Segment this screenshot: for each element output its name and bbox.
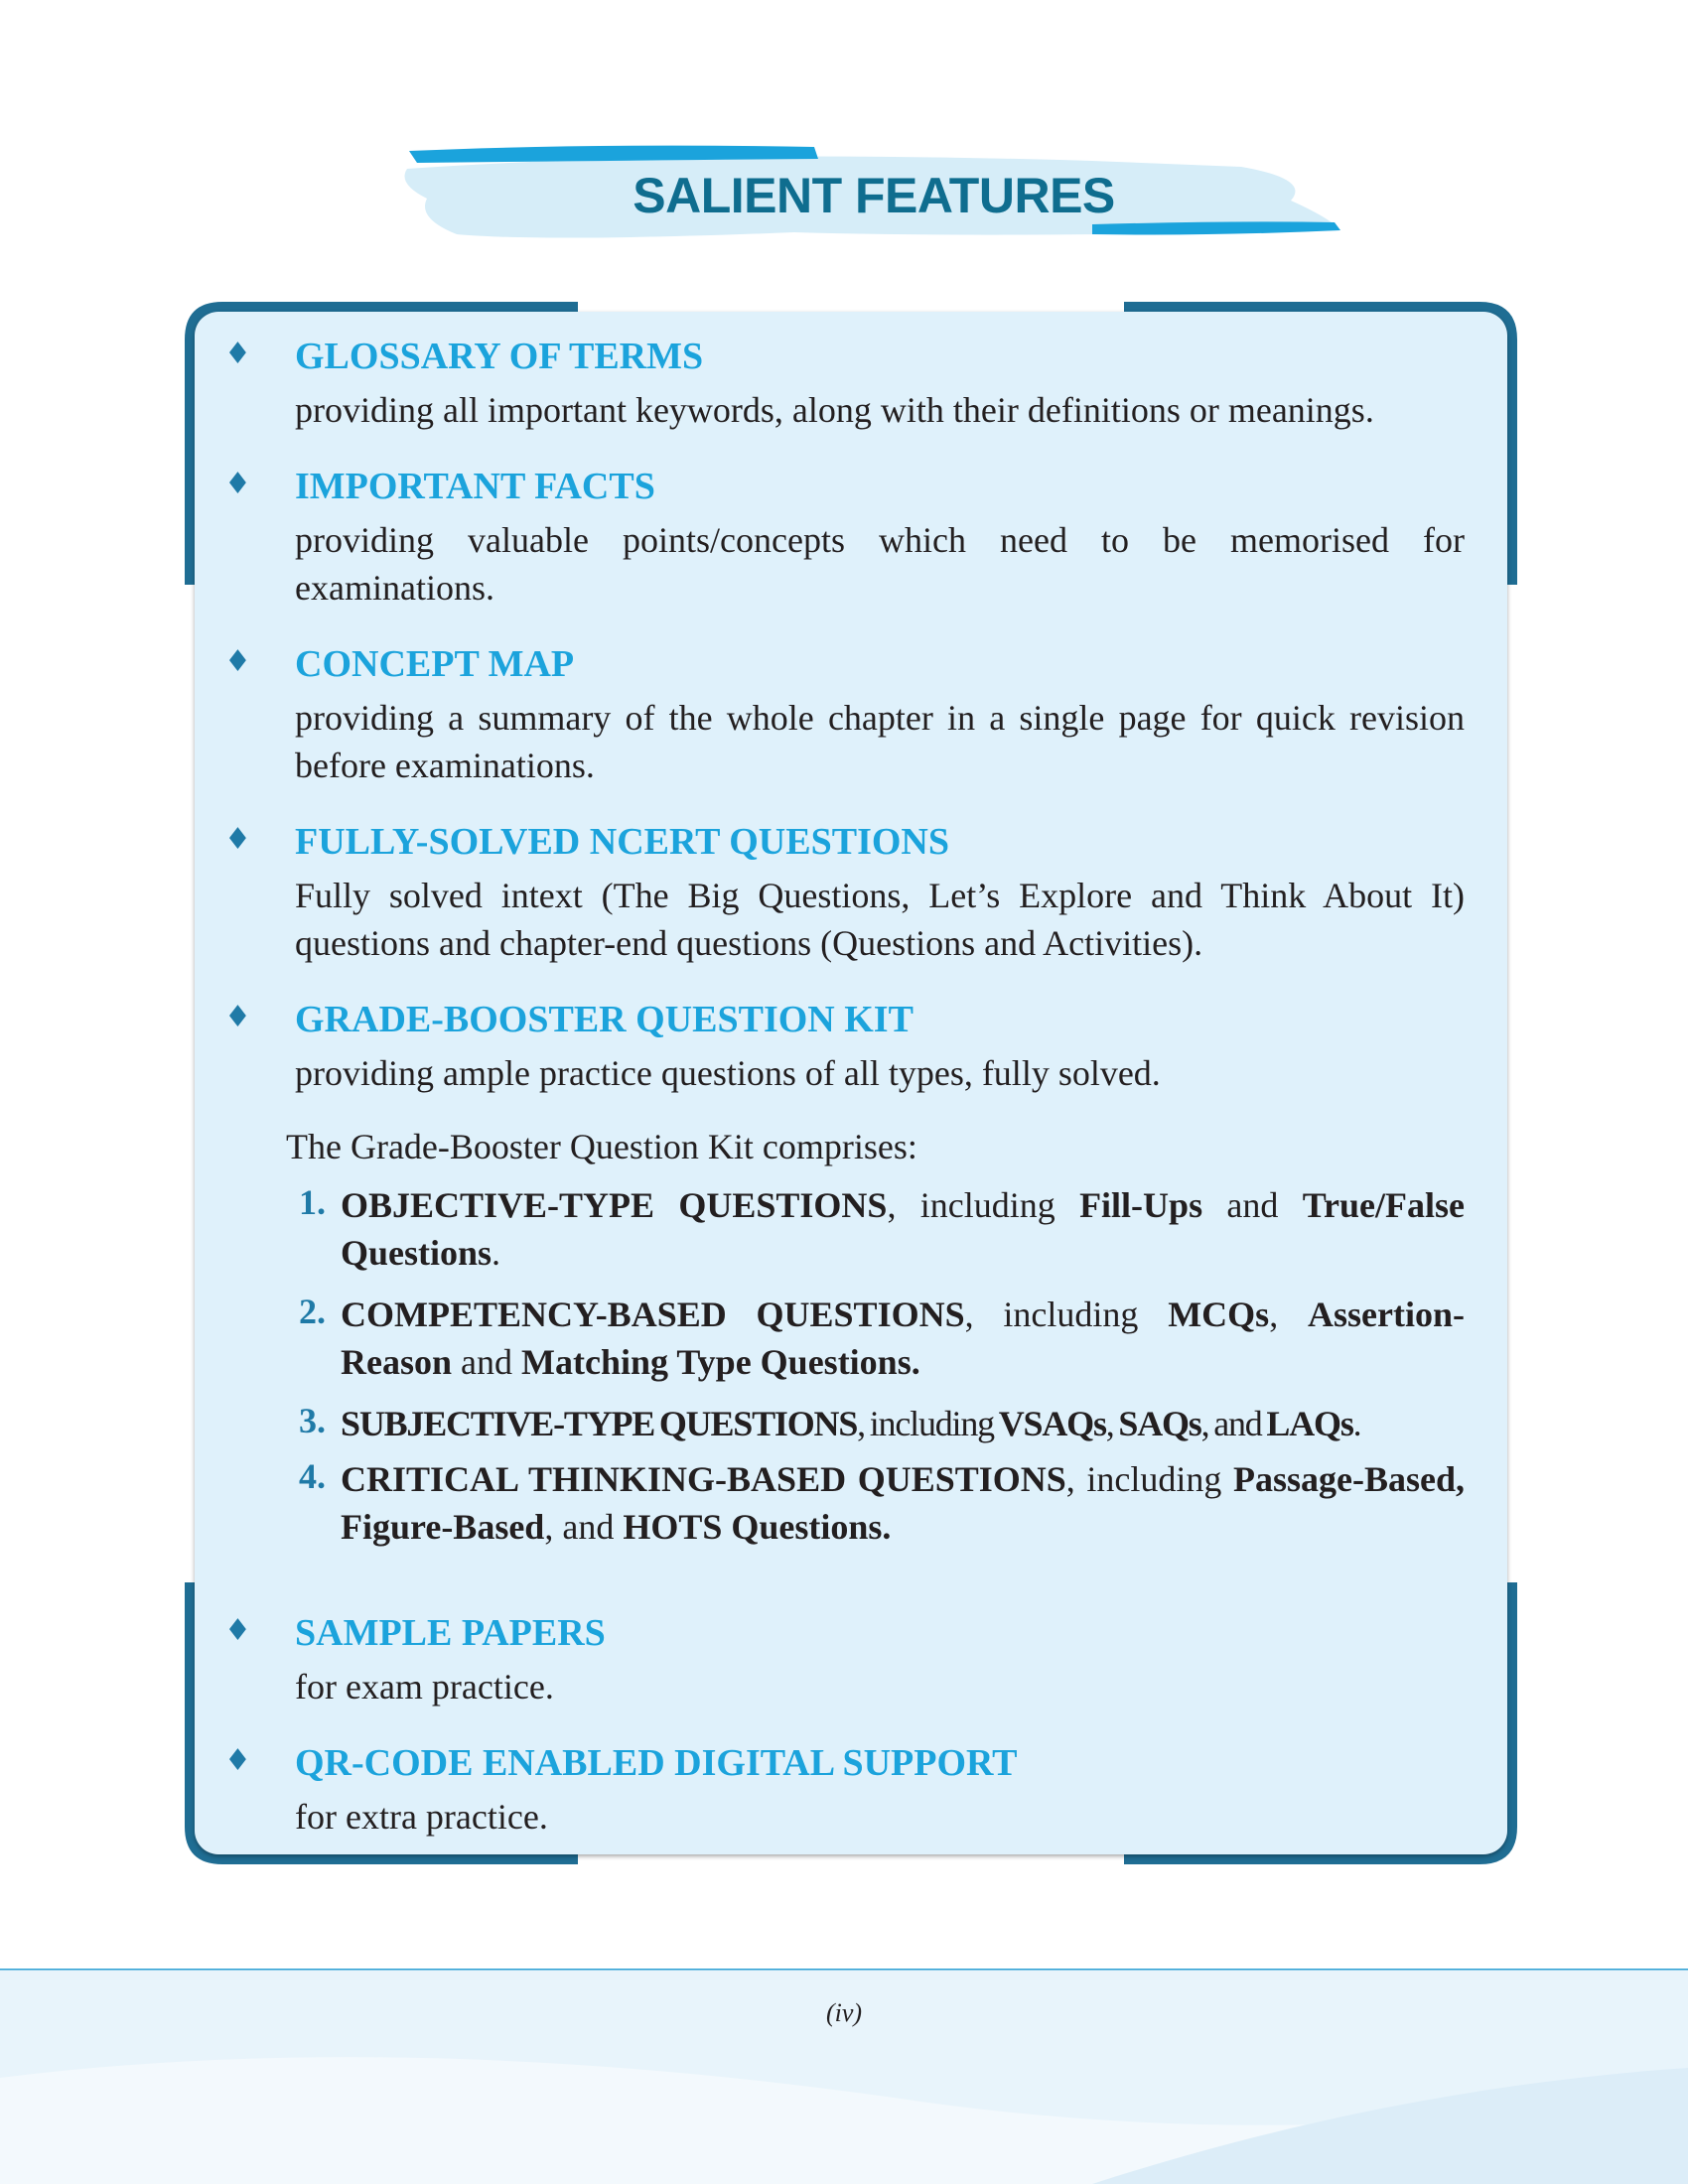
- feature-description: providing valuable points/concepts which need to be memorised for examinations.: [295, 520, 1465, 608]
- feature-description: for extra practice.: [295, 1797, 548, 1837]
- diamond-bullet-icon: ♦: [224, 1000, 251, 1034]
- kit-item-number: 4.: [299, 1456, 326, 1496]
- feature-description: providing all important keywords, along with their definitions or meanings.: [295, 390, 1374, 430]
- feature-description: providing ample practice questions of all types, fully solved.: [295, 1053, 1161, 1093]
- kit-item-text: OBJECTIVE-TYPE QUESTIONS, including Fill-Ups and True/False Questions.: [341, 1185, 1465, 1273]
- features-frame: [185, 302, 1517, 1864]
- kit-item-number: 2.: [299, 1292, 326, 1331]
- title-banner: [397, 139, 1350, 248]
- kit-intro: The Grade-Booster Question Kit comprises:: [286, 1127, 917, 1166]
- feature-heading: QR-CODE ENABLED DIGITAL SUPPORT: [295, 1742, 1018, 1784]
- feature-description: providing a summary of the whole chapter in a single page for quick revision before examinations.: [295, 698, 1465, 785]
- feature-heading: GLOSSARY OF TERMS: [295, 336, 704, 377]
- feature-heading: CONCEPT MAP: [295, 643, 575, 685]
- diamond-bullet-icon: ♦: [224, 1743, 251, 1778]
- kit-item-text: SUBJECTIVE-TYPE QUESTIONS, including VSAQs, SAQs, and LAQs.: [341, 1404, 1361, 1443]
- diamond-bullet-icon: ♦: [224, 467, 251, 501]
- page-number: (iv): [825, 1998, 863, 2027]
- kit-item-number: 3.: [299, 1401, 326, 1440]
- feature-heading: GRADE-BOOSTER QUESTION KIT: [295, 999, 914, 1040]
- feature-heading: SAMPLE PAPERS: [295, 1612, 606, 1654]
- diamond-bullet-icon: ♦: [224, 1613, 251, 1648]
- diamond-bullet-icon: ♦: [224, 644, 251, 679]
- diamond-bullet-icon: ♦: [224, 337, 251, 371]
- page-title: SALIENT FEATURES: [633, 168, 1115, 223]
- feature-heading: FULLY-SOLVED NCERT QUESTIONS: [295, 821, 949, 863]
- diamond-bullet-icon: ♦: [224, 822, 251, 857]
- kit-item-text: CRITICAL THINKING-BASED QUESTIONS, including Passage-Based, Figure-Based, and HOTS Questions.: [341, 1459, 1465, 1547]
- kit-item-text: COMPETENCY-BASED QUESTIONS, including MCQs, Assertion-Reason and Matching Type Questions.: [341, 1295, 1465, 1382]
- feature-heading: IMPORTANT FACTS: [295, 466, 655, 507]
- kit-item-number: 1.: [299, 1182, 326, 1222]
- feature-description: for exam practice.: [295, 1667, 554, 1706]
- feature-description: Fully solved intext (The Big Questions, Let’s Explore and Think About It) questions and chapter-end questions (Questions and Activities).: [295, 876, 1465, 963]
